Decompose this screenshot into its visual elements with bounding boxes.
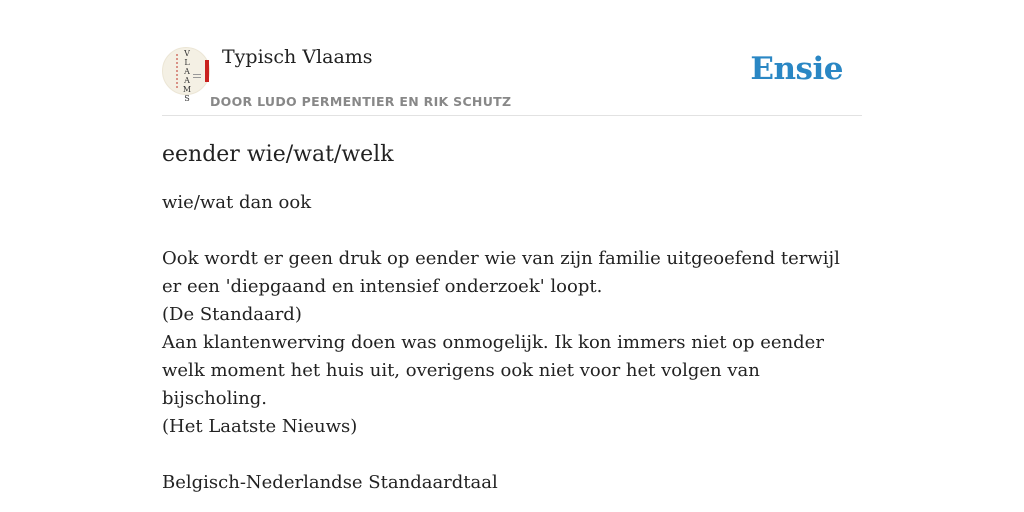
authors-byline: DOOR LUDO PERMENTIER EN RIK SCHUTZ (210, 94, 512, 109)
blog-title-link[interactable]: Typisch Vlaams (222, 46, 373, 68)
ensie-brand-link[interactable]: Ensie (750, 51, 843, 87)
entry-definition: wie/wat dan ook (162, 192, 312, 213)
example-quote-1: Ook wordt er geen druk op eender wie van zijn familie uitgeoefend terwijl er een 'diepgaand en intensief onderzoek' loopt. (162, 248, 840, 297)
example-source-1: (De Standaard) (162, 304, 302, 325)
spacer (162, 441, 862, 469)
entry-category: Belgisch-Nederlandse Standaardtaal (162, 472, 498, 493)
example-source-2: (Het Laatste Nieuws) (162, 416, 358, 437)
blog-logo-icon[interactable] (162, 47, 210, 103)
entry-card (162, 40, 862, 497)
logo-lettering: V L A A M S (182, 49, 192, 103)
blog-header (162, 40, 862, 116)
spacer (162, 217, 862, 245)
logo-rule (193, 77, 201, 78)
example-quote-2: Aan klantenwerving doen was onmogelijk. Ik kon immers niet op eender welk moment het huis uit, overigens ook niet voor het volgen van bijscholing. (162, 332, 824, 409)
entry-title: eender wie/wat/welk (162, 142, 394, 167)
logo-decoration (176, 54, 178, 88)
logo-rule (193, 74, 201, 75)
logo-red-bar (205, 60, 209, 82)
entry-content (162, 189, 862, 497)
